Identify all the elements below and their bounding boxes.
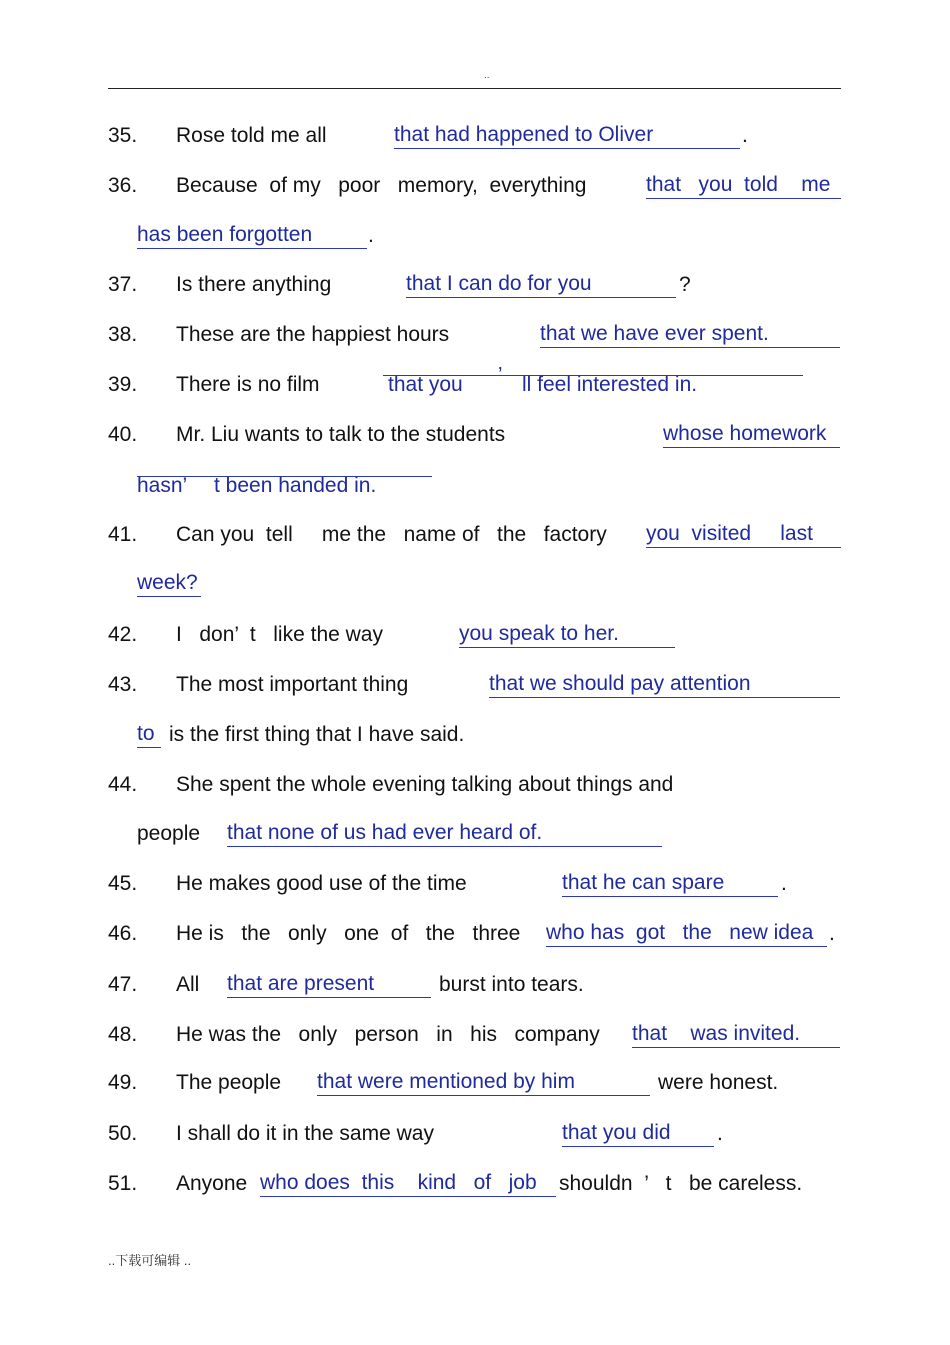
question-number: 47. [108, 973, 138, 996]
answer-part-2: t been handed in. [214, 474, 377, 497]
question-number: 39. [108, 373, 138, 396]
question-number: 45. [108, 872, 138, 895]
question-text: All [176, 973, 200, 996]
question-number: 37. [108, 273, 138, 296]
punctuation: ? [679, 273, 691, 296]
answer-blank: you speak to her. [459, 623, 675, 648]
answer-blank: that was invited. [632, 1023, 840, 1048]
punctuation: . [368, 224, 374, 247]
answer-blank: that were mentioned by him [317, 1071, 650, 1096]
answer-blank: that I can do for you [406, 273, 676, 298]
punctuation: . [781, 872, 787, 895]
answer-blank-continued: week? [137, 572, 201, 597]
question-text: He is the only one of the three [176, 922, 521, 945]
punctuation: . [717, 1122, 723, 1145]
question-number: 48. [108, 1023, 138, 1046]
question-number: 51. [108, 1172, 138, 1195]
footer-text: ..下载可编辑 .. [108, 1253, 192, 1268]
question-text: Because of my poor memory, everything [176, 174, 587, 197]
answer-blank: that he can spare [562, 872, 778, 897]
answer-blank-continued: to [137, 723, 161, 748]
answer-blank: that we have ever spent. [540, 323, 840, 348]
answer-part-2: ll feel interested in. [522, 373, 698, 396]
question-number: 41. [108, 523, 138, 546]
answer-blank: that we should pay attention [489, 673, 840, 698]
answer-blank: who does this kind of job [260, 1172, 556, 1197]
question-text: The most important thing [176, 673, 409, 696]
question-text: The people [176, 1071, 282, 1094]
question-text: She spent the whole evening talking about things and [176, 773, 674, 796]
question-number: 49. [108, 1071, 138, 1094]
answer-blank: whose homework [663, 423, 840, 448]
question-text-continued: people [137, 822, 201, 845]
question-text: I shall do it in the same way [176, 1122, 434, 1145]
answer-part-1: that you [388, 373, 463, 396]
question-text: Can you tell me the name of the factory [176, 523, 607, 546]
question-number: 38. [108, 323, 138, 346]
answer-apostrophe: ’ [498, 364, 503, 386]
question-number: 36. [108, 174, 138, 197]
question-number: 44. [108, 773, 138, 796]
header-rule [108, 88, 841, 89]
answer-blank: that are present [227, 973, 431, 998]
question-text: There is no film [176, 373, 320, 396]
question-number: 35. [108, 124, 138, 147]
answer-blank: that had happened to Oliver [394, 124, 740, 149]
question-text: Rose told me all [176, 124, 327, 147]
question-number: 42. [108, 623, 138, 646]
answer-blank: that you told me [646, 174, 841, 199]
question-text-continued: is the first thing that I have said. [169, 723, 465, 746]
question-number: 43. [108, 673, 138, 696]
question-number: 46. [108, 922, 138, 945]
question-text-continued: burst into tears. [439, 973, 584, 996]
answer-blank: you visited last [646, 523, 841, 548]
answer-blank: who has got the new idea [546, 922, 827, 947]
question-text: I don’ t like the way [176, 623, 383, 646]
question-text: Mr. Liu wants to talk to the students [176, 423, 506, 446]
question-text: He makes good use of the time [176, 872, 467, 895]
question-text: These are the happiest hours [176, 323, 450, 346]
answer-blank: that none of us had ever heard of. [227, 822, 662, 847]
answer-blank-continued: has been forgotten [137, 224, 367, 249]
question-text-continued: shouldn ’ t be careless. [559, 1172, 803, 1195]
question-text: Is there anything [176, 273, 332, 296]
punctuation: . [742, 124, 748, 147]
question-number: 40. [108, 423, 138, 446]
punctuation: . [829, 922, 835, 945]
answer-part-1: hasn’ [137, 474, 188, 497]
question-text-continued: were honest. [658, 1071, 779, 1094]
question-text: Anyone [176, 1172, 248, 1195]
question-text: He was the only person in his company [176, 1023, 600, 1046]
question-number: 50. [108, 1122, 138, 1145]
answer-blank: that you did [562, 1122, 714, 1147]
header-dots: .. [484, 70, 490, 81]
